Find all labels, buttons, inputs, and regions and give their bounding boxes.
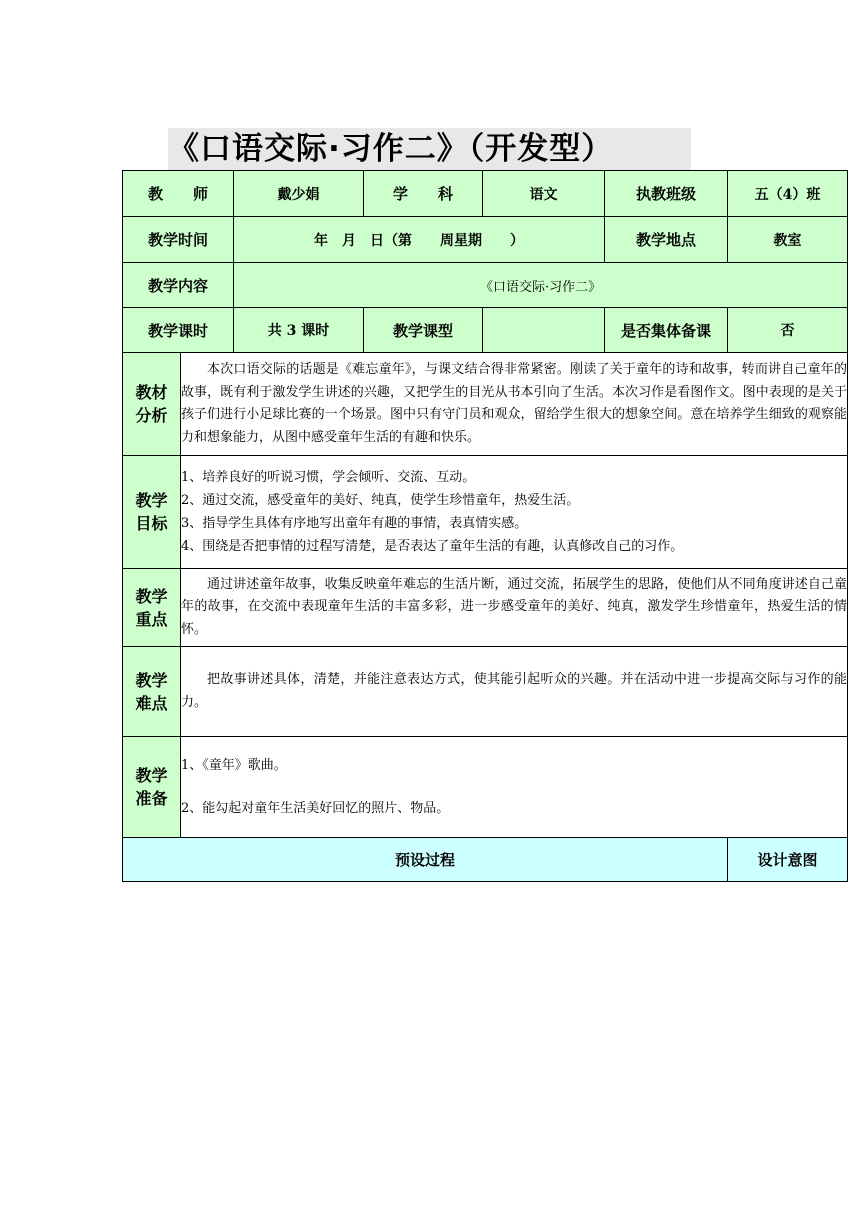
goals-row — [123, 456, 848, 569]
place-value: 教室 — [728, 217, 848, 263]
spacer — [181, 777, 847, 797]
preparation-item: 1、《童年》歌曲。 — [181, 758, 287, 773]
hours-row — [123, 308, 848, 353]
preparation-label: 教学 准备 — [123, 737, 181, 838]
time-label: 教学时间 — [123, 217, 234, 263]
subject-label: 学 科 — [364, 171, 483, 217]
goal-item: 2、通过交流，感受童年的美好、纯真，使学生珍惜童年，热爱生活。 — [181, 493, 580, 508]
document-title: 《口语交际·习作二》（开发型） — [168, 128, 691, 170]
intent-label: 设计意图 — [728, 838, 848, 882]
time-row — [123, 217, 848, 263]
content-row — [123, 263, 848, 308]
subject-value: 语文 — [483, 171, 605, 217]
collective-value: 否 — [728, 308, 848, 353]
place-label: 教学地点 — [605, 217, 728, 263]
difficulties-label: 教学 难点 — [123, 647, 181, 737]
teacher-value: 戴少娟 — [234, 171, 364, 217]
preparation-item: 2、能勾起对童年生活美好回忆的照片、物品。 — [181, 801, 450, 816]
preparation-row — [123, 737, 848, 838]
analysis-text: 本次口语交际的话题是《难忘童年》，与课文结合得非常紧密。刚读了关于童年的诗和故事，转而讲自己童年的故事，既有利于激发学生讲述的兴趣，又把学生的目光从书本引向了生活。本次习作是看图作文。图中表现的是关于孩子们进行小足球比赛的一个场景。图中只有守门员和观众，留给学生很大的想象空间。意在培养学生细致的观察能力和想象能力，从图中感受童年生活的有趣和快乐。 — [181, 353, 848, 456]
class-label: 执教班级 — [605, 171, 728, 217]
hours-value: 共 3 课时 — [234, 308, 364, 353]
content-value: 《口语交际·习作二》 — [234, 263, 848, 308]
preparation-list — [181, 737, 848, 838]
goal-item: 1、培养良好的听说习惯，学会倾听、交流、互动。 — [181, 470, 476, 485]
key-points-label: 教学 重点 — [123, 569, 181, 647]
analysis-label: 教材 分析 — [123, 353, 181, 456]
type-label: 教学课型 — [364, 308, 483, 353]
teacher-label: 教 师 — [123, 171, 234, 217]
hours-label: 教学课时 — [123, 308, 234, 353]
collective-label: 是否集体备课 — [605, 308, 728, 353]
difficulties-text: 把故事讲述具体，清楚，并能注意表达方式，使其能引起听众的兴趣。并在活动中进一步提高交际与习作的能力。 — [181, 647, 848, 737]
analysis-row — [123, 353, 848, 456]
key-points-text: 通过讲述童年故事，收集反映童年难忘的生活片断，通过交流，拓展学生的思路，使他们从不同角度讲述自己童年的故事，在交流中表现童年生活的丰富多彩，进一步感受童年的美好、纯真，激发学生珍惜童年，热爱生活的情怀。 — [181, 569, 848, 647]
process-label: 预设过程 — [123, 838, 728, 882]
key-points-row — [123, 569, 848, 647]
goals-label: 教学 目标 — [123, 456, 181, 569]
goal-item: 3、指导学生具体有序地写出童年有趣的事情，表真情实感。 — [181, 516, 528, 531]
time-value: 年 月 日（第 周星期 ） — [234, 217, 605, 263]
lesson-plan-table — [122, 170, 848, 882]
content-label: 教学内容 — [123, 263, 234, 308]
class-value: 五（4）班 — [728, 171, 848, 217]
goals-list — [181, 456, 848, 569]
goal-item: 4、围绕是否把事情的过程写清楚，是否表达了童年生活的有趣，认真修改自己的习作。 — [181, 539, 684, 554]
teacher-row — [123, 171, 848, 217]
difficulties-row — [123, 647, 848, 737]
type-value — [483, 308, 605, 353]
footer-row — [123, 838, 848, 882]
